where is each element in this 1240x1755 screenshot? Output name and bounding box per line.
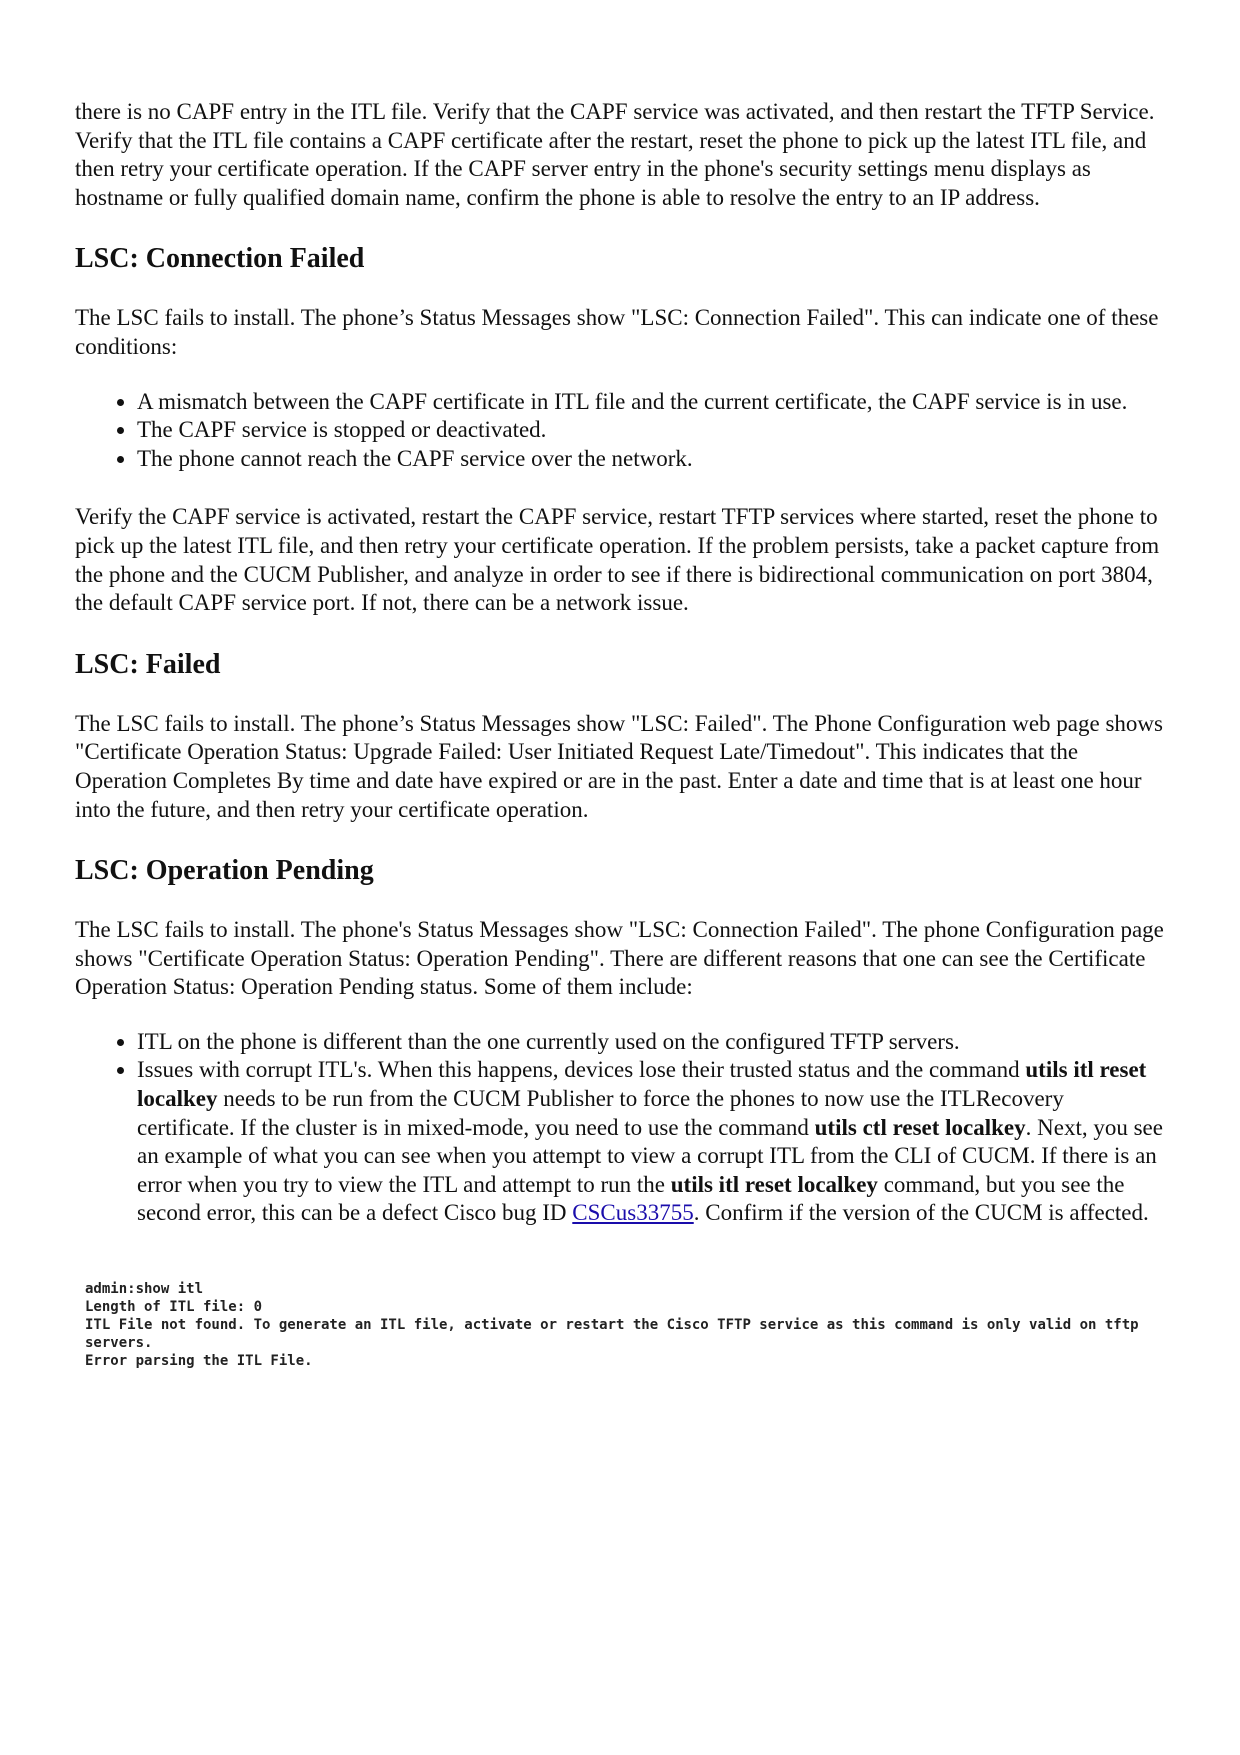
heading-lsc-failed: LSC: Failed xyxy=(75,648,221,680)
cli-output-block: admin:show itl Length of ITL file: 0 ITL File not found. To generate an ITL file, activate or restart the Cisco TFTP service as this command is only valid on tftp servers. Error parsing the ITL File. xyxy=(85,1281,1139,1370)
heading-operation-pending: LSC: Operation Pending xyxy=(75,855,374,887)
text-run: command, but you see the second error, this can be a defect Cisco bug ID xyxy=(137,1171,1125,1226)
connection-failed-list xyxy=(75,388,1165,474)
connection-failed-paragraph: The LSC fails to install. The phone’s Status Messages show "LSC: Connection Failed". This can indicate one of these conditions: xyxy=(75,305,1159,359)
list-item xyxy=(137,1056,1165,1228)
operation-pending-paragraph: The LSC fails to install. The phone's Status Messages show "LSC: Connection Failed". The phone Configuration page shows "Certificate Operation Status: Operation Pending". There are different reasons that one can see the Certificate Operation Status: Operation Pending status. Some of them include: xyxy=(75,917,1164,1000)
bug-id-link[interactable]: CSCus33755 xyxy=(572,1200,694,1226)
list-item: • A mismatch between the CAPF certificate in ITL file and the current certificate, the CAPF service is in use. xyxy=(137,388,1165,417)
text-run: needs to be run from the CUCM Publisher to force the phones to now use the ITLRecovery certificate. If the cluster is in mixed-mode, you need to use the command xyxy=(137,1086,1064,1140)
text-run: Issues with corrupt ITL's. When this happens, devices lose their trusted status and the command xyxy=(137,1057,1026,1083)
heading-connection-failed: LSC: Connection Failed xyxy=(75,243,365,275)
intro-paragraph: there is no CAPF entry in the ITL file. Verify that the CAPF service was activated, and then restart the TFTP Service. Verify that the ITL file contains a CAPF certificate after the restart, reset the phone to pick up the latest ITL file, and then retry your certificate operation. If the CAPF server entry in the phone's security settings menu displays as hostname or fully qualified domain name, confirm the phone is able to resolve the entry to an IP address. xyxy=(75,99,1155,210)
connection-failed-resolution-paragraph: Verify the CAPF service is activated, restart the CAPF service, restart TFTP services where started, reset the phone to pick up the latest ITL file, and then retry your certificate operation. If the problem persists, take a packet capture from the phone and the CUCM Publisher, and analyze in order to see if there is bidirectional communication on port 3804, the default CAPF service port. If not, there can be a network issue. xyxy=(75,504,1160,616)
command-utils-itl-reset: utils itl reset localkey xyxy=(670,1171,878,1197)
command-utils-ctl-reset: utils ctl reset localkey xyxy=(814,1114,1026,1140)
text-run: . Next, you see an example of what you can see when you attempt to view a corrupt ITL from the CLI of CUCM. If there is an error when you try to view the ITL and attempt to run the xyxy=(137,1114,1163,1197)
command-utils-itl-reset: utils itl reset localkey xyxy=(137,1057,1147,1112)
list-item: • The phone cannot reach the CAPF service over the network. xyxy=(137,445,1165,474)
list-item: • The CAPF service is stopped or deactivated. xyxy=(137,416,1165,445)
lsc-failed-paragraph: The LSC fails to install. The phone’s Status Messages show "LSC: Failed". The Phone Configuration web page shows "Certificate Operation Status: Upgrade Failed: User Initiated Request Late/Timedout". This indicates that the Operation Completes By time and date have expired or are in the past. Enter a date and time that is at least one hour into the future, and then retry your certificate operation. xyxy=(75,710,1163,822)
list-item: • ITL on the phone is different than the one currently used on the configured TFTP servers. xyxy=(137,1028,1165,1057)
text-run: . Confirm if the version of the CUCM is affected. xyxy=(693,1200,1149,1226)
operation-pending-list xyxy=(75,1028,1165,1228)
